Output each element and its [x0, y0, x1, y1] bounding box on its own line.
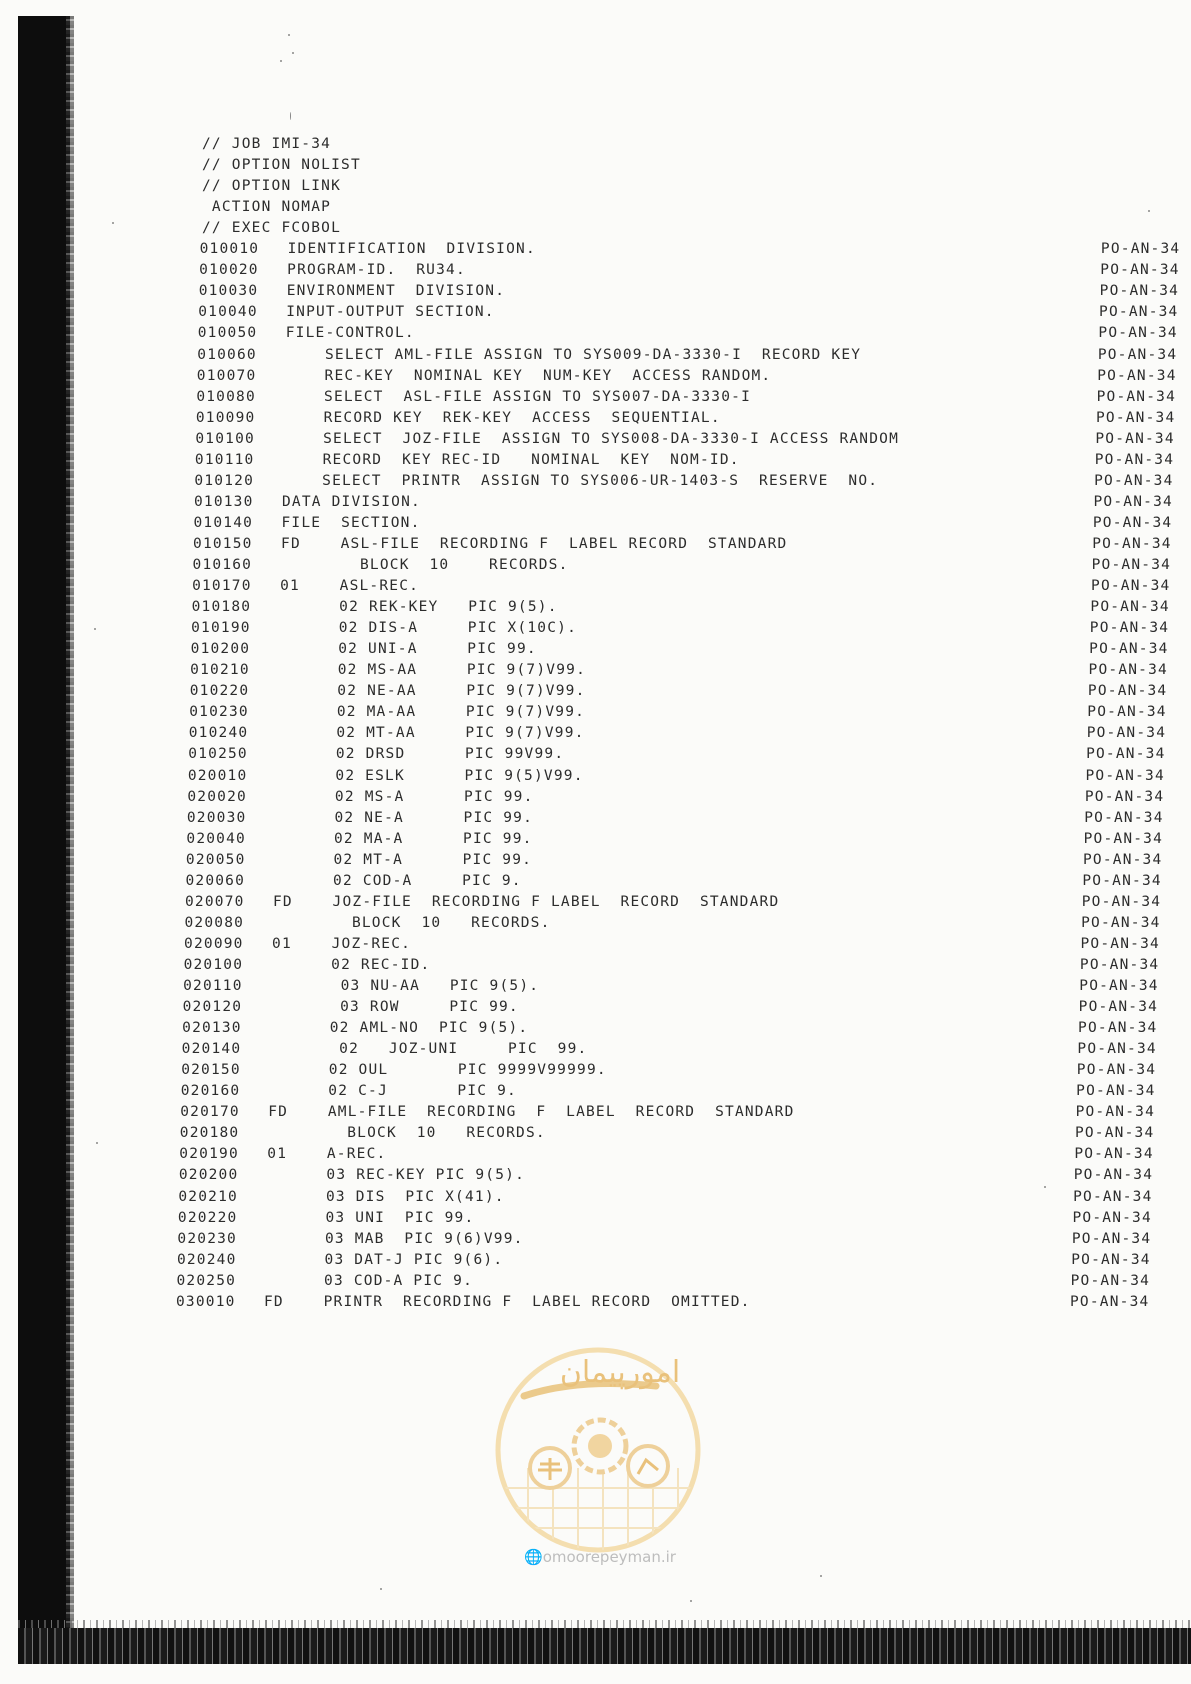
listing-line	[0, 978, 1191, 999]
listing-line	[0, 410, 1191, 431]
code-text: 01 ASL-REC.	[280, 578, 420, 595]
listing-line	[0, 1210, 1191, 1231]
program-identifier: PO-AN-34	[1090, 599, 1170, 616]
listing-line	[0, 915, 1191, 936]
code-text: 02 AML-NO PIC 9(5).	[270, 1020, 529, 1037]
listing-line	[0, 368, 1191, 389]
program-identifier: PO-AN-34	[1079, 978, 1159, 994]
sequence-number: 010150	[193, 535, 253, 552]
listing-line	[0, 1252, 1191, 1273]
program-identifier: PO-AN-34	[1099, 304, 1179, 321]
sequence-number: 020250	[176, 1272, 237, 1289]
program-identifier: PO-AN-34	[1088, 662, 1168, 679]
listing-line	[0, 810, 1191, 831]
program-identifier: PO-AN-34	[1089, 641, 1169, 658]
code-text: PROGRAM-ID. RU34.	[287, 262, 466, 279]
listing-line	[0, 473, 1191, 494]
program-identifier: PO-AN-34	[1086, 725, 1167, 742]
code-text: 02 OUL PIC 9999V99999.	[269, 1062, 607, 1079]
sequence-number: 010160	[192, 557, 253, 573]
listing-line	[0, 389, 1191, 410]
sequence-number: 020100	[183, 956, 244, 973]
program-identifier: PO-AN-34	[1079, 956, 1160, 973]
listing-line	[0, 494, 1191, 515]
sequence-number: 010030	[198, 283, 259, 300]
program-identifier: PO-AN-34	[1071, 1251, 1151, 1268]
sequence-number: 020090	[184, 935, 244, 952]
sequence-number: 010250	[188, 746, 248, 763]
sequence-number: 020170	[180, 1104, 240, 1121]
code-text: INPUT-OUTPUT SECTION.	[286, 304, 495, 321]
code-text: RECORD KEY REC-ID NOMINAL KEY NOM-ID.	[282, 451, 740, 468]
program-identifier: PO-AN-34	[1081, 914, 1161, 931]
code-text: 02 MA-A PIC 99.	[274, 830, 533, 847]
sequence-number: 020180	[179, 1125, 240, 1142]
sequence-number: 010210	[190, 662, 250, 679]
code-text: REC-KEY NOMINAL KEY NUM-KEY ACCESS RANDOM.	[284, 367, 772, 384]
code-text: 02 C-J PIC 9.	[268, 1083, 517, 1100]
listing-line	[0, 347, 1191, 368]
code-text: SELECT PRINTR ASSIGN TO SYS006-UR-1403-S RESERVE NO.	[282, 472, 879, 489]
program-identifier: PO-AN-34	[1082, 851, 1163, 868]
listing-line	[0, 662, 1191, 683]
listing-line	[0, 852, 1191, 873]
sequence-number: 010180	[191, 599, 252, 616]
code-text: 02 MS-AA PIC 9(7)V99.	[278, 662, 586, 679]
code-text: BLOCK 10 RECORDS.	[267, 1125, 546, 1142]
code-text: // EXEC FCOBOL	[202, 220, 342, 237]
listing-line	[0, 1062, 1191, 1083]
code-text: RECORD KEY REK-KEY ACCESS SEQUENTIAL.	[283, 409, 721, 426]
program-identifier: PO-AN-34	[1085, 767, 1165, 784]
code-text: 02 NE-AA PIC 9(7)V99.	[277, 683, 586, 700]
sequence-number: 010220	[189, 683, 250, 700]
cobol-listing	[0, 136, 1191, 1336]
listing-line	[0, 515, 1191, 536]
program-identifier: PO-AN-34	[1074, 1146, 1154, 1163]
sequence-number: 010080	[196, 388, 256, 405]
listing-line	[0, 683, 1191, 704]
code-text: 03 NU-AA PIC 9(5).	[271, 978, 540, 994]
code-text: 03 COD-A PIC 9.	[264, 1272, 473, 1289]
program-identifier: PO-AN-34	[1082, 872, 1162, 889]
watermark-caption	[500, 1548, 700, 1570]
sequence-number: 020050	[185, 851, 246, 868]
sequence-number: 020190	[179, 1146, 239, 1163]
listing-line	[0, 1104, 1191, 1125]
listing-line	[0, 999, 1191, 1020]
sequence-number: 020160	[180, 1083, 241, 1100]
code-text: 02 DIS-A PIC X(10C).	[279, 620, 578, 637]
sequence-number: 010090	[195, 409, 256, 426]
sequence-number: 010140	[193, 514, 254, 531]
code-text: FD AML-FILE RECORDING F LABEL RECORD STANDARD	[268, 1104, 795, 1121]
code-text: 02 REC-ID.	[271, 956, 431, 973]
sequence-number: 020020	[187, 788, 247, 805]
listing-line	[0, 1189, 1191, 1210]
sequence-number: 020230	[177, 1230, 237, 1247]
sequence-number: 030010	[176, 1293, 236, 1310]
listing-line	[0, 725, 1191, 746]
program-identifier: PO-AN-34	[1097, 346, 1178, 363]
listing-line	[0, 620, 1191, 641]
listing-line	[0, 599, 1191, 620]
listing-line	[0, 1083, 1191, 1104]
sequence-number: 010100	[195, 430, 255, 447]
code-text: SELECT JOZ-FILE ASSIGN TO SYS008-DA-3330-I ACCESS RANDOM	[283, 430, 900, 447]
sequence-number: 010020	[199, 262, 259, 279]
listing-line	[0, 199, 1191, 220]
program-identifier: PO-AN-34	[1078, 999, 1159, 1016]
sequence-number: 010110	[194, 451, 255, 468]
program-identifier: PO-AN-34	[1094, 451, 1175, 468]
sequence-number: 020200	[178, 1167, 239, 1184]
sequence-number: 010070	[196, 367, 257, 384]
program-identifier: PO-AN-34	[1075, 1104, 1156, 1121]
listing-line	[0, 768, 1191, 789]
listing-line	[0, 157, 1191, 178]
sequence-number: 010230	[189, 704, 249, 721]
code-text: 01 JOZ-REC.	[272, 935, 412, 952]
sequence-number: 020220	[177, 1209, 238, 1226]
listing-line	[0, 873, 1191, 894]
code-text: BLOCK 10 RECORDS.	[272, 914, 551, 931]
sequence-number: 020080	[184, 914, 245, 931]
listing-line	[0, 831, 1191, 852]
code-text: 03 DAT-J PIC 9(6).	[264, 1251, 504, 1268]
program-identifier: PO-AN-34	[1094, 472, 1174, 489]
code-text: 03 UNI PIC 99.	[265, 1209, 475, 1226]
program-identifier: PO-AN-34	[1083, 830, 1164, 847]
code-text: 02 DRSD PIC 99V99.	[276, 746, 565, 763]
program-identifier: PO-AN-34	[1091, 578, 1171, 595]
code-text: 03 ROW PIC 99.	[270, 999, 519, 1016]
program-identifier: PO-AN-34	[1100, 241, 1181, 258]
listing-line	[0, 936, 1191, 957]
program-identifier: PO-AN-34	[1093, 493, 1173, 510]
sequence-number: 010240	[188, 725, 249, 742]
sequence-number: 010050	[197, 325, 258, 342]
code-text: 02 ESLK PIC 9(5)V99.	[275, 767, 584, 784]
code-text: // OPTION NOLIST	[202, 157, 361, 174]
code-text: 02 NE-A PIC 99.	[274, 809, 534, 826]
code-text: 02 COD-A PIC 9.	[273, 872, 522, 889]
program-identifier: PO-AN-34	[1084, 809, 1164, 826]
program-identifier: PO-AN-34	[1087, 683, 1168, 700]
program-identifier: PO-AN-34	[1096, 388, 1177, 405]
program-identifier: PO-AN-34	[1086, 746, 1166, 763]
code-text: FILE SECTION.	[281, 514, 421, 531]
sequence-number: 020240	[176, 1251, 237, 1268]
program-identifier: PO-AN-34	[1080, 935, 1160, 952]
listing-line	[0, 1020, 1191, 1041]
code-text: BLOCK 10 RECORDS.	[280, 557, 569, 573]
listing-line	[0, 136, 1191, 157]
program-identifier: PO-AN-34	[1073, 1188, 1153, 1205]
sequence-number: 010200	[190, 641, 251, 658]
code-text: 02 JOZ-UNI PIC 99.	[269, 1041, 588, 1058]
program-identifier: PO-AN-34	[1074, 1125, 1155, 1142]
listing-line	[0, 452, 1191, 473]
sequence-number: 020130	[182, 1020, 242, 1037]
code-text: FD PRINTR RECORDING F LABEL RECORD OMITTED.	[264, 1293, 751, 1310]
code-text: 02 MA-AA PIC 9(7)V99.	[277, 704, 586, 721]
listing-line	[0, 220, 1191, 241]
sequence-number: 020110	[183, 978, 243, 994]
program-identifier: PO-AN-34	[1087, 704, 1167, 721]
listing-line	[0, 557, 1191, 578]
omoorepeyman-logo-watermark	[488, 1338, 708, 1563]
listing-line	[0, 704, 1191, 725]
listing-line	[0, 578, 1191, 599]
program-identifier: PO-AN-34	[1097, 367, 1177, 384]
listing-line	[0, 1146, 1191, 1167]
program-identifier: PO-AN-34	[1100, 262, 1180, 279]
program-identifier: PO-AN-34	[1071, 1230, 1152, 1247]
listing-line	[0, 241, 1191, 262]
code-text: ENVIRONMENT DIVISION.	[286, 283, 506, 300]
sequence-number: 010120	[194, 472, 255, 489]
sequence-number: 020010	[187, 767, 248, 784]
program-identifier: PO-AN-34	[1092, 514, 1173, 531]
code-text: DATA DIVISION.	[281, 493, 421, 510]
sequence-number: 010040	[198, 304, 258, 321]
code-text: FD ASL-FILE RECORDING F LABEL RECORD STANDARD	[281, 535, 788, 552]
scan-dark-edge-bottom	[18, 1628, 1191, 1664]
program-identifier: PO-AN-34	[1095, 409, 1176, 426]
code-text: FILE-CONTROL.	[285, 325, 415, 342]
globe-icon: 🌐	[524, 1548, 543, 1566]
program-identifier: PO-AN-34	[1078, 1020, 1158, 1037]
listing-line	[0, 746, 1191, 767]
sequence-number: 020150	[181, 1062, 241, 1079]
program-identifier: PO-AN-34	[1089, 620, 1170, 637]
program-identifier: PO-AN-34	[1081, 893, 1162, 910]
listing-line	[0, 536, 1191, 557]
watermark-url: omoorepeyman.ir	[542, 1548, 676, 1566]
code-text: 03 REC-KEY PIC 9(5).	[266, 1167, 526, 1184]
listing-line	[0, 894, 1191, 915]
code-text: // OPTION LINK	[202, 178, 342, 195]
listing-line	[0, 431, 1191, 452]
listing-line	[0, 283, 1191, 304]
program-identifier: PO-AN-34	[1099, 283, 1180, 300]
sequence-number: 010010	[199, 241, 260, 258]
program-identifier: PO-AN-34	[1070, 1272, 1151, 1289]
program-identifier: PO-AN-34	[1092, 535, 1172, 552]
program-identifier: PO-AN-34	[1091, 557, 1172, 573]
listing-line	[0, 1273, 1191, 1294]
program-identifier: PO-AN-34	[1077, 1041, 1157, 1058]
listing-line	[0, 325, 1191, 346]
listing-line	[0, 1167, 1191, 1188]
code-text: 03 DIS PIC X(41).	[266, 1188, 505, 1205]
sequence-number: 010170	[192, 578, 252, 595]
code-text: 02 MT-A PIC 99.	[273, 851, 533, 868]
listing-line	[0, 641, 1191, 662]
sequence-number: 020030	[186, 809, 247, 826]
program-identifier: PO-AN-34	[1073, 1167, 1154, 1184]
listing-line	[0, 789, 1191, 810]
listing-line	[0, 1125, 1191, 1146]
program-identifier: PO-AN-34	[1084, 788, 1165, 805]
code-text: 02 UNI-A PIC 99.	[278, 641, 537, 658]
sequence-number: 010060	[197, 346, 257, 363]
code-text: SELECT ASL-FILE ASSIGN TO SYS007-DA-3330-I	[284, 388, 752, 405]
listing-line	[0, 262, 1191, 283]
code-text: ACTION NOMAP	[202, 199, 332, 216]
listing-line	[0, 1294, 1191, 1315]
listing-line	[0, 304, 1191, 325]
code-text: SELECT AML-FILE ASSIGN TO SYS009-DA-3330-I RECORD KEY	[285, 346, 862, 363]
listing-line	[0, 957, 1191, 978]
program-identifier: PO-AN-34	[1098, 325, 1178, 342]
listing-line	[0, 178, 1191, 199]
code-text: 02 REK-KEY PIC 9(5).	[279, 599, 558, 616]
program-identifier: PO-AN-34	[1076, 1083, 1156, 1100]
sequence-number: 020040	[186, 830, 246, 847]
code-text: 02 MT-AA PIC 9(7)V99.	[276, 725, 585, 742]
listing-line	[0, 1041, 1191, 1062]
program-identifier: PO-AN-34	[1095, 430, 1175, 447]
code-text: FD JOZ-FILE RECORDING F LABEL RECORD STANDARD	[272, 893, 780, 910]
sequence-number: 020060	[185, 872, 246, 889]
code-text: 03 MAB PIC 9(6)V99.	[265, 1230, 524, 1247]
sequence-number: 020070	[184, 893, 245, 910]
sequence-number: 010190	[191, 620, 251, 637]
listing-line	[0, 1231, 1191, 1252]
sequence-number: 020120	[182, 999, 243, 1016]
sequence-number: 020140	[181, 1041, 242, 1058]
sequence-number: 020210	[178, 1188, 238, 1205]
program-identifier: PO-AN-34	[1070, 1293, 1150, 1310]
program-identifier: PO-AN-34	[1076, 1062, 1157, 1079]
code-text: IDENTIFICATION DIVISION.	[287, 241, 536, 258]
program-identifier: PO-AN-34	[1072, 1209, 1152, 1226]
code-text: 02 MS-A PIC 99.	[275, 788, 534, 805]
sequence-number: 010130	[193, 493, 254, 510]
code-text: // JOB IMI-34	[202, 136, 332, 152]
code-text: 01 A-REC.	[267, 1146, 387, 1163]
logo-lettering: امورپیمان	[559, 1355, 681, 1390]
